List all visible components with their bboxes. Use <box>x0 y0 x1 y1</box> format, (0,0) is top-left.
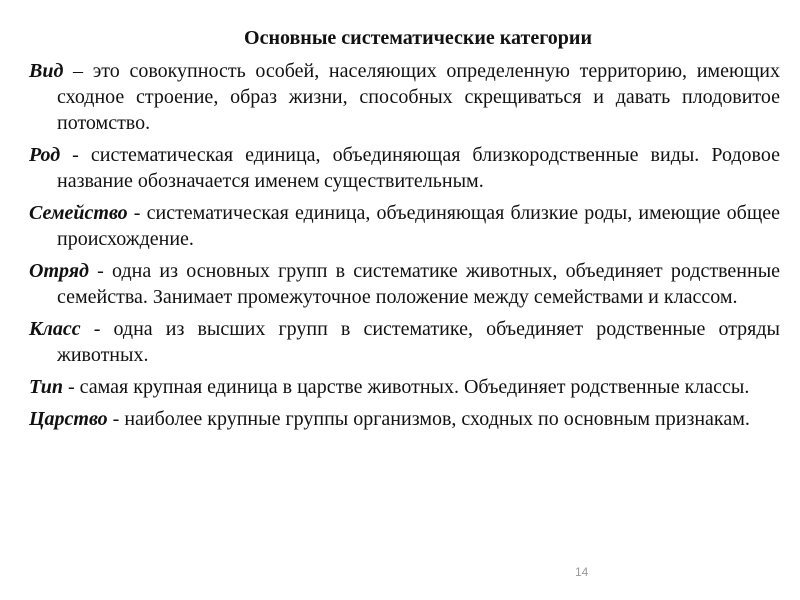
definition-separator: - <box>107 408 125 430</box>
definition-text: самая крупная единица в царстве животных. Объединяет родственные классы. <box>79 376 750 398</box>
definition-text: систематическая единица, объединяющая близкие роды, имеющие общее происхождение. <box>57 202 780 250</box>
definition-separator: – <box>63 60 93 82</box>
definition-separator: - <box>80 318 114 340</box>
definition-klass <box>29 316 780 368</box>
definition-text: это совокупность особей, населяющих определенную территорию, имеющих сходное строение, образ жизни, способных скрещиваться и давать плодовитое потомство. <box>57 60 780 134</box>
definition-separator: - <box>127 202 147 224</box>
definition-text: наиболее крупные группы организмов, сходных по основным признакам. <box>124 408 750 430</box>
definition-separator: - <box>62 376 80 398</box>
definition-term: Род <box>29 144 61 166</box>
definitions-list <box>29 58 780 438</box>
definition-rod <box>29 142 780 194</box>
slide-title: Основные систематические категории <box>244 27 592 49</box>
definition-term: Семейство <box>29 202 128 224</box>
page-number: 14 <box>575 565 589 579</box>
definition-term: Класс <box>29 318 81 340</box>
definition-text: одна из основных групп в систематике животных, объединяет родственные семейства. Занимает промежуточное положение между семействами и классом. <box>57 260 781 308</box>
definition-otryad <box>29 258 780 310</box>
definition-term: Тип <box>29 376 63 398</box>
definition-semeystvo <box>29 200 780 252</box>
definition-vid <box>29 58 780 136</box>
definition-tip <box>29 374 780 400</box>
definition-term: Царство <box>29 408 108 430</box>
definition-text: одна из высших групп в систематике, объединяет родственные отряды животных. <box>57 318 780 366</box>
definition-text: систематическая единица, объединяющая близкородственные виды. Родовое название обозначается именем существительным. <box>57 144 780 192</box>
definition-separator: - <box>88 260 113 282</box>
definition-tsarstvo <box>29 406 780 432</box>
definition-term: Отряд <box>29 260 89 282</box>
definition-term: Вид <box>29 60 64 82</box>
definition-separator: - <box>60 144 91 166</box>
